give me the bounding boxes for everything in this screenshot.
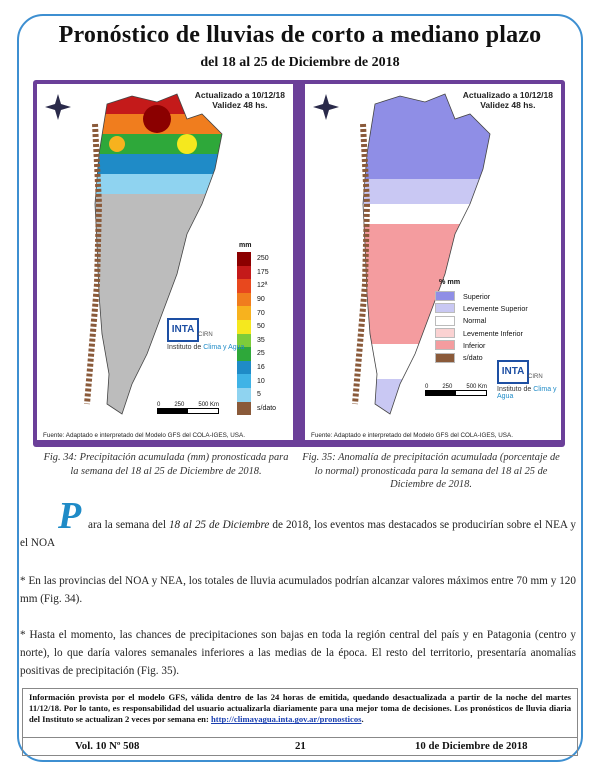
map-scale: 0 250 500 Km xyxy=(157,402,219,414)
forecast-link[interactable]: http://climayagua.inta.gov.ar/pronosticos xyxy=(210,714,362,725)
precipitation-map xyxy=(37,84,293,440)
paragraph-noa-nea: * En las provincias del NOA y NEA, los totales de lluvia acumulados podrían alcanzar valores máximos entre 70 mm y 120 mm (Fig. 34). xyxy=(20,575,576,605)
legend-label: 50 xyxy=(257,323,265,331)
validity: Validez 48 hs. xyxy=(480,100,536,110)
validity: Validez 48 hs. xyxy=(212,100,268,110)
legend-label: 70 xyxy=(257,309,265,317)
legend-item xyxy=(237,266,289,280)
legend-item xyxy=(237,388,289,402)
legend-swatch xyxy=(435,328,455,338)
legend-label: Levemente Superior xyxy=(463,303,528,313)
drop-cap: P xyxy=(58,495,82,537)
inta-logo xyxy=(167,318,244,351)
legend-label: 90 xyxy=(257,296,265,304)
precipitation-legend xyxy=(237,242,289,415)
legend-label: s/dato xyxy=(463,353,483,363)
fig35-caption: Fig. 35: Anomalía de precipitación acumulada (porcentaje de lo normal) pronosticada para la semana del 18 al 25 de Diciembre de 2018. xyxy=(302,452,560,490)
map-scale: 0 250 500 Km xyxy=(425,384,487,396)
map-source: Fuente: Adaptado e interpretado del Modelo GFS del COLA-IGES, USA. xyxy=(311,432,513,439)
legend-swatch xyxy=(237,252,251,266)
legend-swatch xyxy=(237,279,251,293)
legend-label: 35 xyxy=(257,336,265,344)
legend-unit: % mm xyxy=(439,277,461,286)
institute-label: Instituto de Clima y Agua xyxy=(167,344,245,351)
legend-swatch xyxy=(435,291,455,301)
legend-item xyxy=(237,306,289,320)
anomaly-legend xyxy=(435,277,555,364)
legend-swatch xyxy=(237,402,251,416)
maps-panel xyxy=(33,80,565,447)
inta-logo xyxy=(497,360,561,400)
cirn-label: CIRN xyxy=(198,332,213,338)
page-subtitle: del 18 al 25 de Diciembre de 2018 xyxy=(200,55,400,70)
legend-item xyxy=(237,320,289,334)
legend-label: s/dato xyxy=(257,404,277,412)
inta-logo-mark: INTA xyxy=(167,318,199,342)
legend-item xyxy=(237,334,289,348)
legend-swatch xyxy=(435,316,455,326)
legend-label: 175 xyxy=(257,268,269,276)
legend-label: 10 xyxy=(257,377,265,385)
footer xyxy=(22,738,578,756)
update-date: Actualizado a 10/12/18 xyxy=(462,90,553,100)
anomaly-map xyxy=(305,84,561,440)
legend-item xyxy=(435,327,555,339)
legend-label: Inferior xyxy=(463,340,486,350)
legend-swatch xyxy=(237,388,251,402)
legend-item xyxy=(237,402,289,416)
legend-item xyxy=(435,339,555,351)
page-title: Pronóstico de lluvias de corto a mediano plazo xyxy=(58,22,542,48)
legend-label: 12ª xyxy=(257,282,268,290)
legend-item xyxy=(435,290,555,302)
legend-item xyxy=(237,293,289,307)
legend-label: Superior xyxy=(463,291,491,301)
legend-swatch xyxy=(435,353,455,363)
legend-label: Normal xyxy=(463,316,487,326)
paragraph-intro: ara la semana del 18 al 25 de Diciembre de 2018, los eventos mas destacados se producirían sobre el NEA y el NOA xyxy=(20,519,576,549)
map-update-note xyxy=(195,90,285,110)
institute-label: Instituto de Clima y Agua xyxy=(497,386,557,400)
legend-label: Levemente Inferior xyxy=(463,328,523,338)
legend-item xyxy=(435,315,555,327)
fig34-caption: Fig. 34: Precipitación acumulada (mm) pronosticada para la semana del 18 al 25 de Diciembre de 2018. xyxy=(43,452,289,477)
compass-rose-icon xyxy=(45,94,71,125)
legend-swatch xyxy=(237,361,251,375)
legend-swatch xyxy=(237,374,251,388)
legend-item xyxy=(237,374,289,388)
footer-date: 10 de Diciembre de 2018 xyxy=(415,740,528,752)
legend-label: 16 xyxy=(257,364,265,372)
footer-page-number: 21 xyxy=(295,740,306,752)
legend-unit: mm xyxy=(239,242,252,249)
inta-logo-mark: INTA xyxy=(497,360,529,384)
info-box: Información provista por el modelo GFS, válida dentro de las 24 horas de emitida, quedando desactualizada a partir de la noche del martes 11/12/18. Por lo tanto, es responsabilidad del usuario actualizarla diariamente para una mejor toma de decisiones. Los pronósticos de lluvia diaria del Instituto se actualizan 2 veces por semana en: http://climayagua.inta.gov.ar/pronosticos. xyxy=(22,688,578,738)
update-date: Actualizado a 10/12/18 xyxy=(194,90,285,100)
legend-label: 250 xyxy=(257,255,269,263)
legend-item xyxy=(237,361,289,375)
legend-item xyxy=(237,279,289,293)
paragraph-central: * Hasta el momento, las chances de precipitaciones son bajas en toda la región central del país y en Patagonia (centro y norte), lo que daría valores semanales inferiores a las medias de la época. El resto del territorio, presentaría anomalías positivas de precipitación (Fig. 35). xyxy=(20,629,576,677)
legend-item xyxy=(237,347,289,361)
cirn-label: CIRN xyxy=(528,374,543,380)
map-update-note xyxy=(463,90,553,110)
legend-swatch xyxy=(435,340,455,350)
legend-label: 25 xyxy=(257,350,265,358)
map-source: Fuente: Adaptado e interpretado del Modelo GFS del COLA-IGES, USA. xyxy=(43,432,245,439)
legend-label: 5 xyxy=(257,391,261,399)
legend-swatch xyxy=(237,293,251,307)
compass-rose-icon xyxy=(313,94,339,125)
footer-volume: Vol. 10 Nº 508 xyxy=(75,740,140,752)
legend-swatch xyxy=(237,266,251,280)
legend-item xyxy=(435,302,555,314)
legend-swatch xyxy=(435,303,455,313)
legend-item xyxy=(237,252,289,266)
info-text: Información provista por el modelo GFS, válida dentro de las 24 horas de emitida, quedando desactualizada a partir de la noche del martes 11/12/18. Por lo tanto, es responsabilidad del usuario actualizarla diariamente para una mejor toma de decisiones. Los pronósticos de lluvia diaria del Instituto se actualizan 2 veces por semana en: xyxy=(29,692,571,725)
